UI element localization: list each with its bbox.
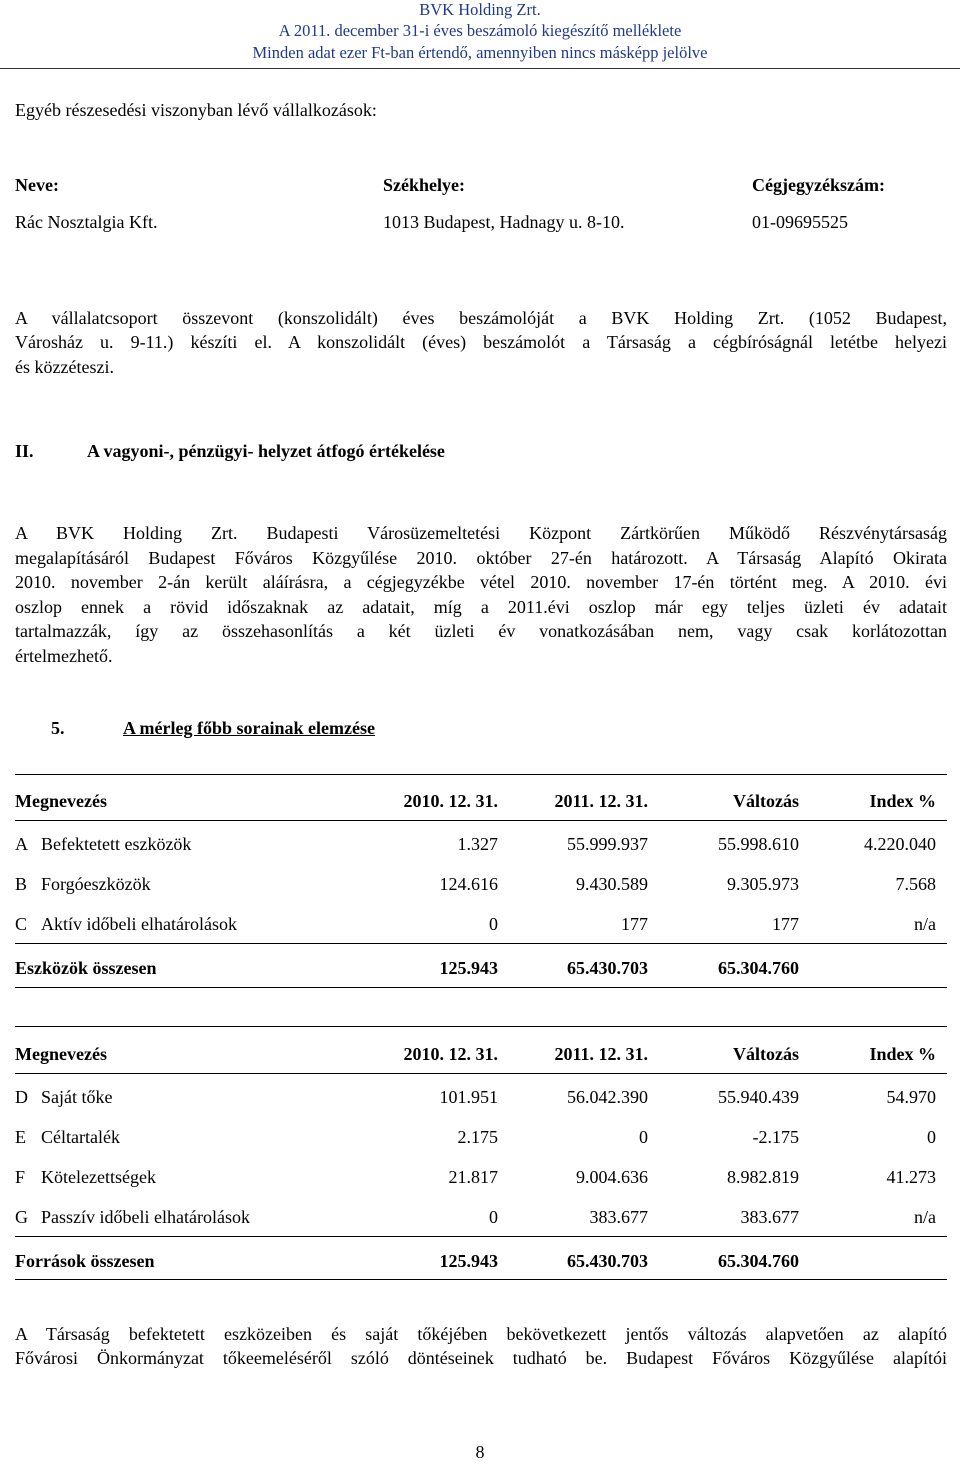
row-label: Passzív időbeli elhatárolások <box>41 1207 250 1227</box>
row-change: 383.677 <box>740 1207 799 1227</box>
liab-header-rule <box>15 1073 947 1074</box>
intro-line-6: értelmezhető. <box>15 646 113 666</box>
row-value-2010: 21.817 <box>448 1167 498 1187</box>
row-code: G <box>15 1207 28 1227</box>
row-value-2011: 55.999.937 <box>567 834 648 854</box>
section-5-number: 5. <box>51 718 65 738</box>
page-number: 8 <box>475 1442 485 1462</box>
liab-header-change: Változás <box>733 1044 799 1064</box>
row-value-2010: 2.175 <box>457 1127 498 1147</box>
row-value-2011: 9.004.636 <box>576 1167 648 1187</box>
consolidation-line-2: Városház u. 9-11.) készíti el. A konszolidált (éves) beszámolót a Társaság a cégbíróságnál letétbe helyezi <box>15 332 947 352</box>
row-label: Saját tőke <box>41 1087 113 1107</box>
intro-line-1: A BVK Holding Zrt. Budapesti Városüzemeltetési Központ Zártkörűen Működő Részvénytársaság <box>15 523 947 543</box>
consolidation-line-1: A vállalatcsoport összevont (konszolidált) éves beszámolóját a BVK Holding Zrt. (1052 Budapest, <box>15 308 947 328</box>
row-label: Aktív időbeli elhatárolások <box>41 914 237 934</box>
assets-header-index: Index % <box>869 791 936 811</box>
row-value-2010: 101.951 <box>439 1087 498 1107</box>
liab-header-2011: 2011. 12. 31. <box>554 1044 648 1064</box>
total-2010: 125.943 <box>439 958 498 978</box>
row-change: -2.175 <box>752 1127 799 1147</box>
col-seat-heading: Székhelye: <box>383 175 465 195</box>
row-label: Befektetett eszközök <box>41 834 192 854</box>
row-index: 54.970 <box>886 1087 936 1107</box>
row-code: F <box>15 1167 26 1187</box>
assets-header-2011: 2011. 12. 31. <box>554 791 648 811</box>
total-label: Források összesen <box>15 1251 155 1271</box>
header-report-title: A 2011. december 31-i éves beszámoló kiegészítő melléklete <box>278 21 682 40</box>
assets-bottom-rule <box>15 987 947 988</box>
assets-table-top-rule <box>15 774 947 775</box>
liab-table-top-rule <box>15 1026 947 1027</box>
header-divider <box>0 68 960 69</box>
row-value-2011: 56.042.390 <box>567 1087 648 1107</box>
row-index: 7.568 <box>895 874 936 894</box>
total-2010: 125.943 <box>439 1251 498 1271</box>
row-code: C <box>15 914 28 934</box>
row-value-2011: 177 <box>621 914 648 934</box>
total-change: 65.304.760 <box>718 1251 799 1271</box>
header-unit-note: Minden adat ezer Ft-ban értendő, amennyiben nincs másképp jelölve <box>252 43 708 62</box>
col-name-heading: Neve: <box>15 175 59 195</box>
row-value-2011: 0 <box>639 1127 648 1147</box>
assets-header-change: Változás <box>733 791 799 811</box>
row-change: 177 <box>772 914 799 934</box>
header-company: BVK Holding Zrt. <box>419 0 541 19</box>
consolidation-line-3: és közzéteszi. <box>15 357 114 377</box>
row-label: Kötelezettségek <box>41 1167 156 1187</box>
assets-header-name: Megnevezés <box>15 791 107 811</box>
intro-line-4: oszlop ennek a rövid időszaknak az adatait, míg a 2011.évi oszlop már egy teljes üzleti év adatait <box>15 597 947 617</box>
row-code: E <box>15 1127 26 1147</box>
company-seat: 1013 Budapest, Hadnagy u. 8-10. <box>383 212 625 232</box>
row-value-2011: 383.677 <box>589 1207 648 1227</box>
row-code: B <box>15 874 28 894</box>
row-index: 41.273 <box>886 1167 936 1187</box>
row-change: 55.940.439 <box>718 1087 799 1107</box>
total-2011: 65.430.703 <box>567 958 648 978</box>
assets-header-rule <box>15 820 947 821</box>
col-reg-heading: Cégjegyzékszám: <box>752 175 885 195</box>
row-index: 4.220.040 <box>864 834 936 854</box>
closing-line-1: A Társaság befektetett eszközeiben és saját tőkéjében bekövetkezett jentős változás alapvetően az alapító <box>15 1324 947 1344</box>
row-change: 9.305.973 <box>727 874 799 894</box>
row-index: 0 <box>927 1127 936 1147</box>
row-value-2010: 0 <box>489 1207 498 1227</box>
liab-header-name: Megnevezés <box>15 1044 107 1064</box>
assets-header-2010: 2010. 12. 31. <box>403 791 498 811</box>
row-index: n/a <box>914 914 936 934</box>
liab-header-2010: 2010. 12. 31. <box>403 1044 498 1064</box>
row-code: A <box>15 834 28 854</box>
closing-line-2: Fővárosi Önkormányzat tőkeemeléséről szóló döntéseinek tudható be. Budapest Főváros Közgyűlése alapítói <box>15 1348 947 1368</box>
total-change: 65.304.760 <box>718 958 799 978</box>
section-2-title: A vagyoni-, pénzügyi- helyzet átfogó értékelése <box>87 441 445 461</box>
total-label: Eszközök összesen <box>15 958 157 978</box>
liab-bottom-rule <box>15 1279 947 1280</box>
row-value-2010: 0 <box>489 914 498 934</box>
total-2011: 65.430.703 <box>567 1251 648 1271</box>
row-index: n/a <box>914 1207 936 1227</box>
assets-total-rule <box>15 943 947 944</box>
row-value-2010: 124.616 <box>439 874 498 894</box>
row-change: 8.982.819 <box>727 1167 799 1187</box>
row-label: Forgóeszközök <box>41 874 151 894</box>
liab-header-index: Index % <box>869 1044 936 1064</box>
intro-line-5: tartalmazzák, így az összehasonlítás a két üzleti év vonatkozásában nem, vagy csak korlátozottan <box>15 621 947 641</box>
section-2-number: II. <box>15 441 34 461</box>
company-name: Rác Nosztalgia Kft. <box>15 212 158 232</box>
intro-line-3: 2010. november 2-án került aláírásra, a cégjegyzékbe vétel 2010. november 17-én történt meg. A 2010. évi <box>15 572 947 592</box>
liab-total-rule <box>15 1236 947 1237</box>
row-label: Céltartalék <box>41 1127 120 1147</box>
row-value-2011: 9.430.589 <box>576 874 648 894</box>
company-reg-number: 01-09695525 <box>752 212 848 232</box>
row-value-2010: 1.327 <box>457 834 498 854</box>
section-5-title: A mérleg főbb sorainak elemzése <box>123 718 375 738</box>
row-change: 55.998.610 <box>718 834 799 854</box>
participation-title: Egyéb részesedési viszonyban lévő vállalkozások: <box>15 100 377 120</box>
row-code: D <box>15 1087 28 1107</box>
intro-line-2: megalapításáról Budapest Főváros Közgyűlése 2010. október 27-én határozott. A Társaság Alapító Okirata <box>15 548 947 568</box>
